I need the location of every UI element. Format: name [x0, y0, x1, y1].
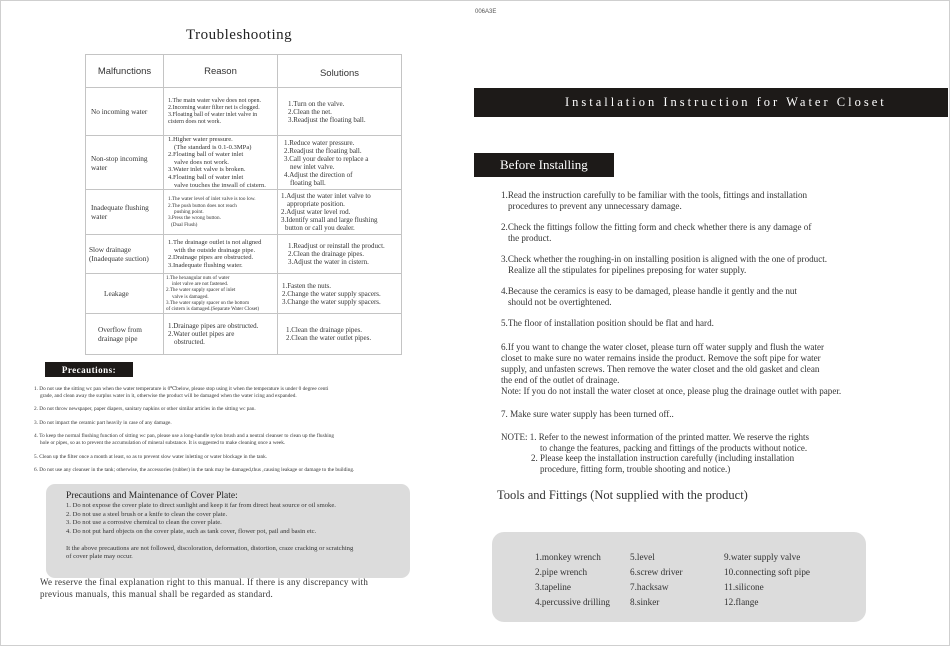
cover-plate-items [66, 502, 336, 536]
malfunction-cell: Non-stop incoming water [86, 136, 164, 190]
troubleshooting-table [85, 54, 402, 355]
tool-item: 3.tapeline [535, 582, 571, 592]
tool-item: 8.sinker [630, 597, 660, 607]
tool-item: 12.flange [724, 597, 759, 607]
tool-item: 6.screw driver [630, 567, 683, 577]
reason-cell: 1.Higher water pressure. (The standard is 0.1-0.3MPa) 2.Floating ball of water inlet valve does not work. 3.Water inlet valve is broken. 4.Floating ball of water inlet valve touches the inwall of cistern. [164, 136, 278, 190]
precaution-item: 5. Clean up the filter once a month at least, so as to prevent slow water inletting or water blockage in the tank. [34, 453, 268, 460]
installation-banner: Installation Instruction for Water Closet [474, 88, 948, 117]
installation-steps [501, 190, 941, 430]
tools-title: Tools and Fittings (Not supplied with the product) [497, 488, 748, 502]
header-reason: Reason [164, 55, 278, 88]
tool-item: 7.hacksaw [630, 582, 669, 592]
cover-plate-item: 2. Do not use a steel brush or a knife to clean the cover plate. [66, 510, 228, 518]
table-row [86, 136, 402, 190]
cover-plate-box [46, 484, 410, 578]
reason-cell: 1.The hexangular nuts of water inlet valve are not fastened. 2.The water supply spacer of inlet valve is damaged. 3.The water supply spacer on the bottom of cistern is damaged.(Separate Water Closet) [164, 274, 278, 314]
precaution-item: 1. Do not use the sitting wc pan when the water temperature is 0℃below, please stop using it when the temperature is under 0 degree centi grade, and clean away the surplus water in it, otherwise the product will be damaged when the water icing and expanded. [34, 386, 329, 399]
solution-cell: 1.Fasten the nuts. 2.Change the water supply spacers. 3.Change the water supply spacers. [278, 274, 402, 314]
precautions-list [34, 386, 434, 481]
cover-plate-item: 1. Do not expose the cover plate to direct sunlight and keep it far from direct heat source or oil smoke. [66, 502, 336, 509]
installation-step: 1.Read the instruction carefully to be familiar with the tools, fittings and installation procedures to prevent any unnecessary damage. [501, 190, 808, 211]
reason-cell: 1.The main water valve does not open. 2.Incoming water filter net is clogged. 3.Floating ball of water inlet valve in cistern does not work. [164, 88, 278, 136]
reserve-statement: We reserve the final explanation right to this manual. If there is any discrepancy with previous manuals, this manual shall be regarded as standard. [40, 577, 369, 599]
tool-item: 1.monkey wrench [535, 552, 601, 562]
cover-plate-title: Precautions and Maintenance of Cover Plate: [66, 491, 238, 501]
table-row [86, 274, 402, 314]
precaution-item: 6. Do not use any cleanser in the tank; otherwise, the accessories (rubber) in the tank may be damaged,thus ,causing leakage or damage to the building. [34, 467, 355, 474]
solution-cell: 1.Reduce water pressure. 2.Readjust the floating ball. 3.Call your dealer to replace a new inlet valve. 4.Adjust the direction of floating ball. [278, 136, 402, 190]
tools-column-2 [630, 550, 683, 610]
precaution-item: 3. Do not impact the ceramic part heavily in case of any damage. [34, 419, 172, 426]
cover-plate-note: It the above precautions are not followed, discoloration, deformation, distortion, craze cracking or scratching of cover plate may occur. [66, 545, 354, 561]
table-row [86, 190, 402, 235]
tool-item: 10.connecting soft pipe [724, 567, 810, 577]
cover-plate-item: 4. Do not put hard objects on the cover plate, such as tank cover, flower pot, pail and basin etc. [66, 527, 317, 535]
tool-item: 9.water supply valve [724, 552, 801, 562]
tools-column-3 [724, 550, 810, 610]
tools-column-1 [535, 550, 610, 610]
before-installing-heading: Before Installing [474, 153, 614, 177]
reason-cell: 1.The drainage outlet is not aligned with the outside drainage pipe. 2.Drainage pipes are obstructed. 3.Inadequate flushing water. [164, 235, 278, 274]
tool-item: 11.silicone [724, 582, 764, 592]
precaution-item: 4. To keep the normal flushing function of sitting wc pan, please use a long-handle nylon brush and a neutral cleanser to clean up the flushing hole or pipes, so as to prevent the accumulation of mineral substance. It is suggested to make cleaning once a week. [34, 433, 335, 446]
reason-cell: 1.The water level of inlet valve is too low. 2.The push button does not reach pushing point. 3.Press the wrong button. (Dual Flush) [164, 190, 278, 235]
installation-step: 3.Check whether the roughing-in on installing position is aligned with the one of product. Realize all the stipulates for pipelines preposing for water supply. [501, 254, 828, 275]
header-solutions: Solutions [278, 55, 402, 88]
table-row [86, 314, 402, 355]
installation-step: 4.Because the ceramics is easy to be damaged, please handle it gently and the nut should not be overtightened. [501, 286, 797, 307]
malfunction-cell: No incoming water [86, 88, 164, 136]
malfunction-cell: Overflow from drainage pipe [86, 314, 164, 355]
cover-plate-item: 3. Do not use a corrosive chemical to clean the cover plate. [66, 519, 222, 527]
solution-cell: 1.Adjust the water inlet valve to appropriate position. 2.Adjust water level rod. 3.Identify small and large flushing button or call you dealer. [278, 190, 402, 235]
solution-cell: 1.Clean the drainage pipes. 2.Clean the water outlet pipes. [278, 314, 402, 355]
tools-box [492, 532, 866, 622]
malfunction-cell: Inadequate flushing water [86, 190, 164, 235]
tool-item: 4.percussive drilling [535, 597, 611, 607]
reason-cell: 1.Drainage pipes are obstructed. 2.Water outlet pipes are obstructed. [164, 314, 278, 355]
precaution-item: 2. Do not throw newspaper, paper diapers, sanitary napkins or other similar articles in the sitting wc pan. [34, 406, 256, 413]
installation-step: 6.If you want to change the water closet, please turn off water supply and flush the water closet to make sure no water remains inside the product. Remove the soft pipe for water supply, and unfasten screws. Then remove the water closet and the old gasket and clean the end of the outlet of drainage. Note: If you do not install the water closet at once, please plug the drainage outlet with paper. [501, 342, 842, 396]
solution-cell: 1.Readjust or reinstall the product. 2.Clean the drainage pipes. 3.Adjust the water in cistern. [278, 235, 402, 274]
table-row [86, 88, 402, 136]
document-code: 006A3E [475, 9, 497, 15]
malfunction-cell: Leakage [86, 274, 164, 314]
installation-step: 2.Check the fittings follow the fitting form and check whether there is any damage of the product. [501, 222, 812, 243]
installation-step: 5.The floor of installation position should be flat and hard. [501, 318, 714, 328]
table-row [86, 235, 402, 274]
troubleshooting-title: Troubleshooting [186, 27, 293, 43]
solution-cell: 1.Turn on the valve. 2.Clean the net. 3.Readjust the floating ball. [278, 88, 402, 136]
precautions-heading: Precautions: [45, 362, 133, 377]
installation-step: 7. Make sure water supply has been turned off.. [501, 409, 674, 419]
tool-item: 5.level [630, 552, 655, 562]
table-header-row [86, 55, 402, 88]
malfunction-cell: Slow drainage (Inadequate suction) [86, 235, 164, 274]
tool-item: 2.pipe wrench [535, 567, 588, 577]
header-malfunctions: Malfunctions [86, 55, 164, 88]
installation-note: NOTE: 1. Refer to the newest information of the printed matter. We reserve the rights to change the features, packing and fittings of the products without notice. 2. Please keep the installation instruction carefully (including installation procedure, fitting form, trouble shooting and notice.) [501, 432, 810, 474]
